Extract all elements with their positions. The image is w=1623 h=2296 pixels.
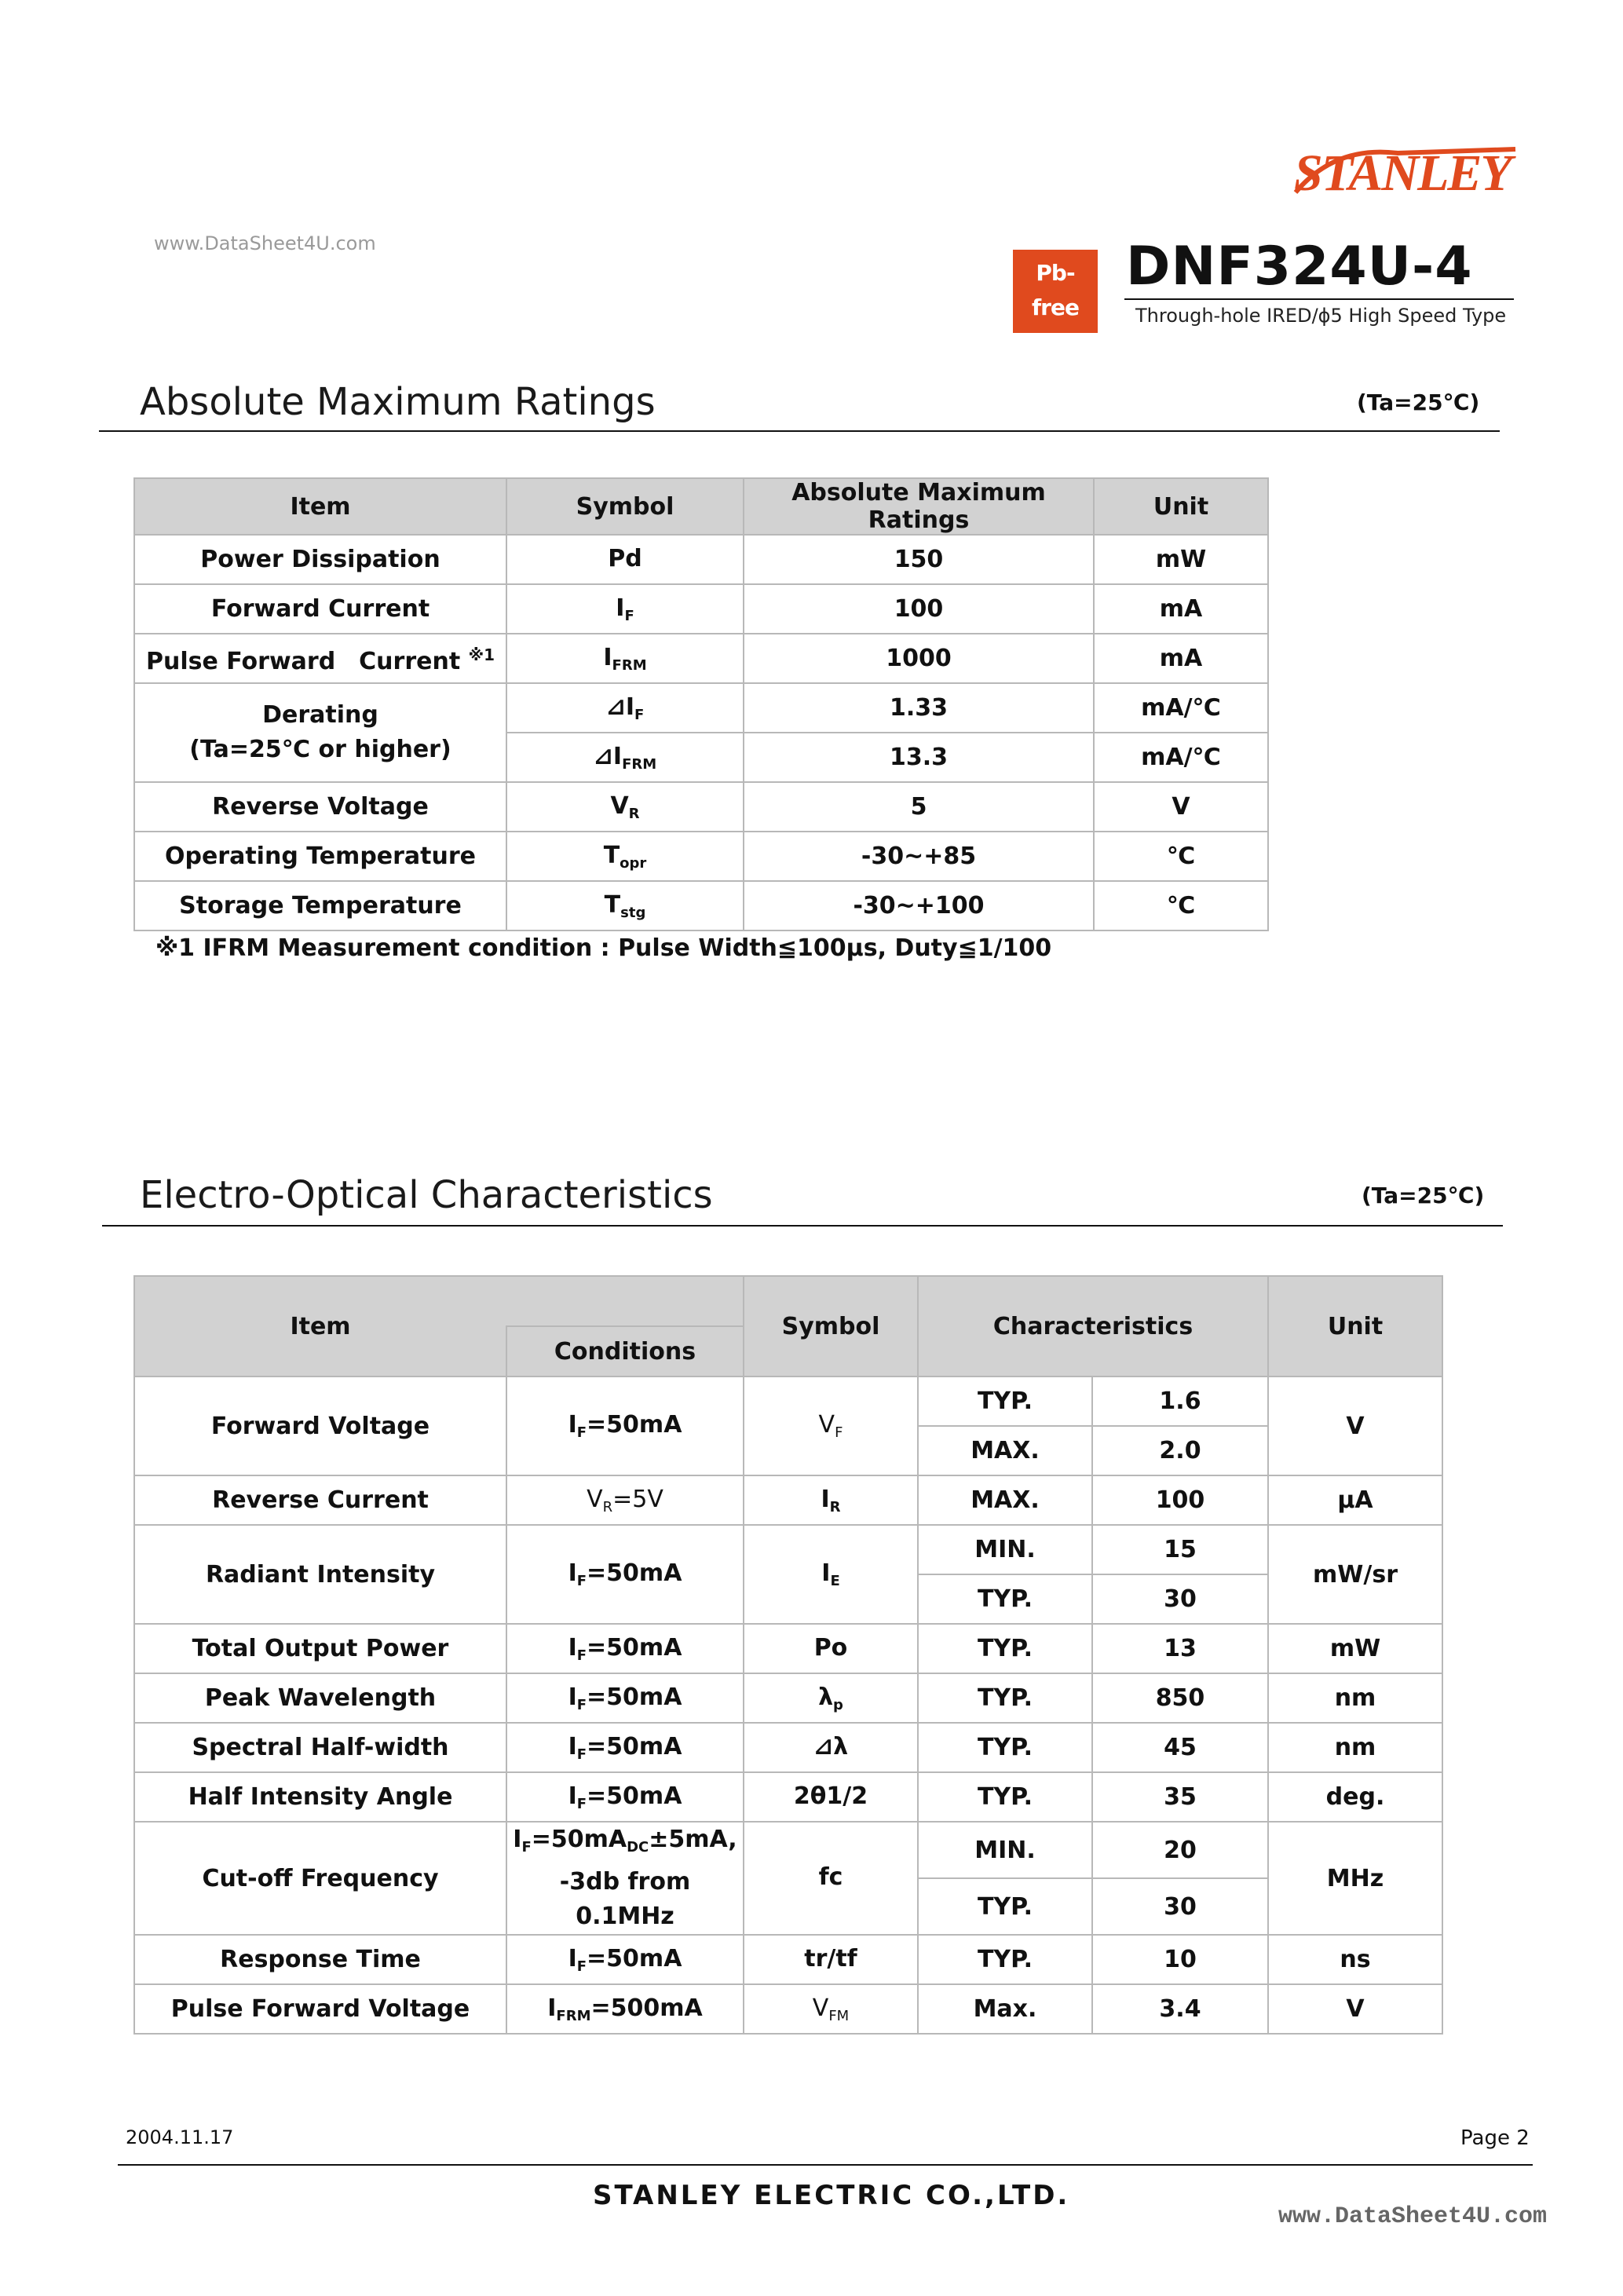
eoc-value: 30 xyxy=(1092,1878,1268,1935)
amr-unit: mA xyxy=(1094,584,1268,634)
svg-text:STANLEY: STANLEY xyxy=(1294,144,1511,202)
amr-item: Forward Current xyxy=(134,584,506,634)
table-row xyxy=(134,584,1268,634)
eoc-header-symbol: Symbol xyxy=(744,1276,918,1377)
table-row xyxy=(134,1475,1442,1525)
eoc-value: 2.0 xyxy=(1092,1426,1268,1475)
eoc-unit: nm xyxy=(1268,1673,1442,1723)
watermark-bottom: www.DataSheet4U.com xyxy=(1278,2203,1548,2230)
eoc-unit: nm xyxy=(1268,1723,1442,1772)
eoc-condition: $I_F=50mA$ xyxy=(506,1935,744,1984)
amr-condition: (Ta=25℃) xyxy=(1357,389,1480,415)
eoc-header-conditions: Conditions xyxy=(506,1326,744,1377)
eoc-unit: μA xyxy=(1268,1475,1442,1525)
amr-value: 100 xyxy=(744,584,1094,634)
eoc-item: Pulse Forward Voltage xyxy=(134,1984,506,2034)
amr-unit: ℃ xyxy=(1094,832,1268,881)
amr-footnote: ※1 IFRM Measurement condition : Pulse Width≦100μs, Duty≦1/100 xyxy=(155,934,1052,962)
eoc-item: Response Time xyxy=(134,1935,506,1984)
amr-item: Power Dissipation xyxy=(134,535,506,584)
eoc-condition: $I_F=50mA$ xyxy=(506,1723,744,1772)
table-row xyxy=(134,1377,1442,1426)
eoc-item: Total Output Power xyxy=(134,1624,506,1673)
amr-unit: mA xyxy=(1094,634,1268,683)
footnote-mark: ※1 xyxy=(468,645,495,664)
eoc-unit: V xyxy=(1268,1377,1442,1475)
eoc-item: Radiant Intensity xyxy=(134,1525,506,1624)
table-row xyxy=(134,1935,1442,1984)
badge-line2: HEAT xyxy=(1025,329,1086,355)
eoc-unit: MHz xyxy=(1268,1822,1442,1935)
eoc-unit: V xyxy=(1268,1984,1442,2034)
amr-symbol: $V_R$ xyxy=(506,782,744,832)
eoc-type: TYP. xyxy=(918,1377,1092,1426)
eoc-value: 10 xyxy=(1092,1935,1268,1984)
eoc-header-characteristics: Characteristics xyxy=(918,1276,1268,1377)
eoc-condition: $I_{FRM}=500mA$ xyxy=(506,1984,744,2034)
amr-symbol: $I_{FRM}$ xyxy=(506,634,744,683)
eoc-item: Forward Voltage xyxy=(134,1377,506,1475)
amr-symbol: $I_F$ xyxy=(506,584,744,634)
amr-symbol: $⊿I_F$ xyxy=(506,683,744,733)
table-row xyxy=(134,1984,1442,2034)
eoc-type: MAX. xyxy=(918,1475,1092,1525)
eoc-unit: deg. xyxy=(1268,1772,1442,1822)
eoc-unit: mW/sr xyxy=(1268,1525,1442,1624)
amr-value: -30~+85 xyxy=(744,832,1094,881)
amr-value: -30~+100 xyxy=(744,881,1094,930)
table-row xyxy=(134,1822,1442,1878)
model-name: DNF324U-4 xyxy=(1126,236,1473,298)
eoc-unit: mW xyxy=(1268,1624,1442,1673)
eoc-type: TYP. xyxy=(918,1772,1092,1822)
eoc-symbol: ⊿λ xyxy=(744,1723,918,1772)
eoc-unit: ns xyxy=(1268,1935,1442,1984)
amr-symbol: $⊿I_{FRM}$ xyxy=(506,733,744,782)
eoc-value: 30 xyxy=(1092,1574,1268,1624)
amr-symbol: Pd xyxy=(506,535,744,584)
amr-header-symbol: Symbol xyxy=(506,478,744,535)
amr-header-unit: Unit xyxy=(1094,478,1268,535)
table-row xyxy=(134,782,1268,832)
eoc-symbol: tr/tf xyxy=(744,1935,918,1984)
amr-unit: mA/℃ xyxy=(1094,733,1268,782)
amr-value: 150 xyxy=(744,535,1094,584)
eoc-symbol: $\lambda_p$ xyxy=(744,1673,918,1723)
eoc-type: TYP. xyxy=(918,1624,1092,1673)
eoc-type: TYP. xyxy=(918,1935,1092,1984)
table-row xyxy=(134,1673,1442,1723)
table-row xyxy=(134,634,1268,683)
eoc-type: TYP. xyxy=(918,1574,1092,1624)
eoc-table xyxy=(133,1275,1443,2035)
eoc-condition: $I_F=50mA$ xyxy=(506,1673,744,1723)
model-underline xyxy=(1124,298,1514,300)
eoc-type: TYP. xyxy=(918,1723,1092,1772)
eoc-type: TYP. xyxy=(918,1878,1092,1935)
stanley-logo xyxy=(1288,118,1523,212)
eoc-value: 20 xyxy=(1092,1822,1268,1878)
amr-item: Reverse Voltage xyxy=(134,782,506,832)
eoc-condition: (Ta=25℃) xyxy=(1362,1183,1485,1208)
eoc-symbol: Po xyxy=(744,1624,918,1673)
eoc-symbol: 2θ1/2 xyxy=(744,1772,918,1822)
eoc-condition: $I_F=50mA_{DC}\pm 5mA$, -3db from 0.1MHz xyxy=(506,1822,744,1935)
amr-title: Absolute Maximum Ratings xyxy=(140,380,656,424)
eoc-symbol: $I_E$ xyxy=(744,1525,918,1624)
pb-free-heat-badge xyxy=(1013,250,1098,355)
amr-value: 5 xyxy=(744,782,1094,832)
eoc-value: 100 xyxy=(1092,1475,1268,1525)
amr-value: 1.33 xyxy=(744,683,1094,733)
eoc-value: 35 xyxy=(1092,1772,1268,1822)
amr-item: Operating Temperature xyxy=(134,832,506,881)
eoc-item: Cut-off Frequency xyxy=(134,1822,506,1935)
eoc-rule xyxy=(102,1225,1503,1227)
eoc-title: Electro-Optical Characteristics xyxy=(140,1173,713,1217)
badge-line1: Pb-free xyxy=(1032,260,1079,320)
amr-item: Derating (Ta=25℃ or higher) xyxy=(134,683,506,782)
amr-value: 1000 xyxy=(744,634,1094,683)
amr-symbol: $T_{stg}$ xyxy=(506,881,744,930)
table-row xyxy=(134,683,1268,733)
eoc-header-unit: Unit xyxy=(1268,1276,1442,1377)
eoc-symbol: $I_R$ xyxy=(744,1475,918,1525)
eoc-header-row xyxy=(134,1276,1442,1326)
eoc-value: 850 xyxy=(1092,1673,1268,1723)
eoc-symbol: $V_{FM}$ xyxy=(744,1984,918,2034)
eoc-item: Half Intensity Angle xyxy=(134,1772,506,1822)
amr-value: 13.3 xyxy=(744,733,1094,782)
footer-page-number: Page 2 xyxy=(1460,2126,1530,2150)
table-row xyxy=(134,881,1268,930)
eoc-value: 15 xyxy=(1092,1525,1268,1574)
table-row xyxy=(134,1624,1442,1673)
table-row xyxy=(134,1723,1442,1772)
eoc-value: 3.4 xyxy=(1092,1984,1268,2034)
amr-unit: V xyxy=(1094,782,1268,832)
eoc-condition: $I_F=50mA$ xyxy=(506,1624,744,1673)
amr-header-rating: Absolute Maximum Ratings xyxy=(744,478,1094,535)
eoc-item: Peak Wavelength xyxy=(134,1673,506,1723)
eoc-symbol: $V_F$ xyxy=(744,1377,918,1475)
eoc-condition: $V_R=5V$ xyxy=(506,1475,744,1525)
amr-header-row xyxy=(134,478,1268,535)
amr-rule xyxy=(99,430,1500,432)
table-row xyxy=(134,1525,1442,1574)
model-subtitle: Through-hole IRED/ϕ5 High Speed Type xyxy=(1135,305,1507,327)
footer-rule xyxy=(118,2164,1533,2166)
eoc-item: Reverse Current xyxy=(134,1475,506,1525)
eoc-type: MIN. xyxy=(918,1822,1092,1878)
amr-table xyxy=(133,477,1269,931)
eoc-item: Spectral Half-width xyxy=(134,1723,506,1772)
watermark-top: www.DataSheet4U.com xyxy=(154,232,376,254)
stanley-logo-icon xyxy=(1288,118,1523,212)
amr-header-item: Item xyxy=(134,478,506,535)
footer-date: 2004.11.17 xyxy=(126,2126,234,2148)
amr-unit: mA/℃ xyxy=(1094,683,1268,733)
amr-item: Storage Temperature xyxy=(134,881,506,930)
eoc-value: 13 xyxy=(1092,1624,1268,1673)
table-row xyxy=(134,535,1268,584)
eoc-condition: $I_F=50mA$ xyxy=(506,1377,744,1475)
eoc-type: TYP. xyxy=(918,1673,1092,1723)
eoc-value: 45 xyxy=(1092,1723,1268,1772)
table-row xyxy=(134,1772,1442,1822)
eoc-type: MIN. xyxy=(918,1525,1092,1574)
amr-symbol: $T_{opr}$ xyxy=(506,832,744,881)
eoc-type: Max. xyxy=(918,1984,1092,2034)
eoc-header-item: Item xyxy=(134,1276,506,1377)
amr-item: Pulse Forward Current $^{※1}$ xyxy=(134,634,506,683)
footer-company: STANLEY ELECTRIC CO.,LTD. xyxy=(593,2180,1070,2211)
eoc-condition: $I_F=50mA$ xyxy=(506,1525,744,1624)
amr-unit: ℃ xyxy=(1094,881,1268,930)
eoc-value: 1.6 xyxy=(1092,1377,1268,1426)
table-row xyxy=(134,832,1268,881)
eoc-condition: $I_F=50mA$ xyxy=(506,1772,744,1822)
eoc-header-conditions-top xyxy=(506,1276,744,1326)
eoc-symbol: fc xyxy=(744,1822,918,1935)
amr-unit: mW xyxy=(1094,535,1268,584)
eoc-type: MAX. xyxy=(918,1426,1092,1475)
